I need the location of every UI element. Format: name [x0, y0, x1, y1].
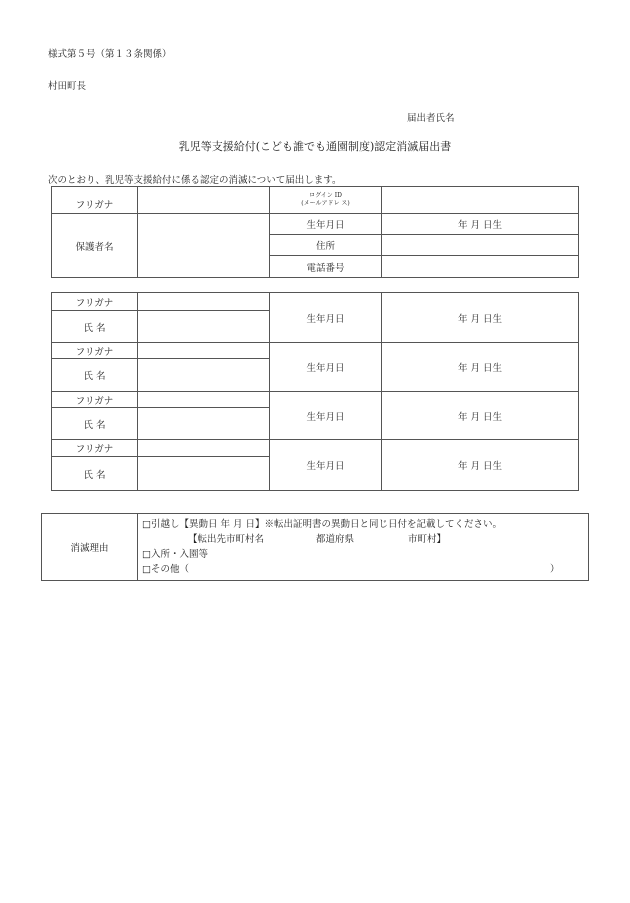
child-furigana-label: フリガナ: [52, 440, 138, 457]
addressee: 村田町長: [48, 81, 87, 92]
child-furigana-label: フリガナ: [52, 343, 138, 359]
child-birthdate-field[interactable]: 年 月 日生: [382, 343, 579, 392]
guardian-name-field[interactable]: [138, 214, 270, 278]
admission-option[interactable]: [138, 547, 588, 562]
page-title: 乳児等支援給付(こども誰でも通園制度)認定消滅届出書: [178, 140, 452, 153]
child-furigana-label: フリガナ: [52, 392, 138, 408]
move-destination-line: [138, 532, 588, 547]
child-birthdate-label: 生年月日: [270, 392, 382, 440]
reason-options: [138, 514, 589, 581]
form-number: 様式第５号（第１３条関係）: [48, 49, 172, 60]
other-close-paren: ）: [550, 564, 560, 575]
guardian-name-label: 保護者名: [52, 214, 138, 278]
child-birthdate-field[interactable]: 年 月 日生: [382, 440, 579, 491]
guardian-furigana-field[interactable]: [138, 187, 270, 214]
other-option-text: □その他（: [142, 564, 189, 575]
other-option[interactable]: [138, 562, 588, 577]
child-furigana-field[interactable]: [138, 293, 270, 311]
reason-table: [41, 513, 589, 581]
child-name-field[interactable]: [138, 408, 270, 440]
city-label: 市町村】: [408, 534, 447, 545]
child-name-label: 氏 名: [52, 408, 138, 440]
children-table: [51, 292, 579, 491]
guardian-birthdate-field[interactable]: 年 月 日生: [382, 214, 579, 235]
login-id-label: [270, 187, 382, 214]
child-birthdate-label: 生年月日: [270, 343, 382, 392]
admission-option-text: □入所・入園等: [142, 549, 208, 560]
child-birthdate-field[interactable]: 年 月 日生: [382, 293, 579, 343]
address-field[interactable]: [382, 235, 579, 256]
move-option[interactable]: [138, 517, 588, 532]
guardian-table: [51, 186, 579, 278]
reason-label: 消滅理由: [42, 514, 138, 581]
login-id-label-line2: (メールアドレ ス): [301, 200, 350, 207]
child-furigana-field[interactable]: [138, 392, 270, 408]
child-furigana-field[interactable]: [138, 440, 270, 457]
login-id-label-line1: ログイン ID: [309, 192, 342, 199]
child-birthdate-field[interactable]: 年 月 日生: [382, 392, 579, 440]
guardian-furigana-label: フリガナ: [52, 187, 138, 214]
guardian-birthdate-label: 生年月日: [270, 214, 382, 235]
child-furigana-label: フリガナ: [52, 293, 138, 311]
child-name-field[interactable]: [138, 311, 270, 343]
move-destination-label: 【転出先市町村名: [188, 534, 265, 545]
child-name-field[interactable]: [138, 359, 270, 392]
phone-field[interactable]: [382, 256, 579, 278]
child-name-label: 氏 名: [52, 457, 138, 491]
prefecture-label: 都道府県: [316, 534, 355, 545]
child-name-label: 氏 名: [52, 311, 138, 343]
child-birthdate-label: 生年月日: [270, 293, 382, 343]
child-name-label: 氏 名: [52, 359, 138, 392]
intro-text: 次のとおり、乳児等支援給付に係る認定の消滅について届出します。: [48, 175, 342, 186]
phone-label: 電話番号: [270, 256, 382, 278]
address-label: 住所: [270, 235, 382, 256]
move-option-text: □引越し【異動日 年 月 日】※転出証明書の異動日と同じ日付を記載してください。: [142, 519, 503, 530]
login-id-field[interactable]: [382, 187, 579, 214]
child-birthdate-label: 生年月日: [270, 440, 382, 491]
child-furigana-field[interactable]: [138, 343, 270, 359]
applicant-name-label: 届出者氏名: [407, 113, 455, 124]
child-name-field[interactable]: [138, 457, 270, 491]
